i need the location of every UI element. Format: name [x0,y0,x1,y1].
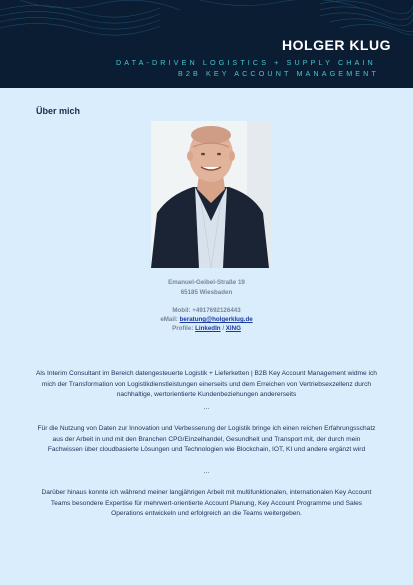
header-tagline-secondary: B2B KEY ACCOUNT MANAGEMENT [178,69,379,78]
contact-email-label: eMail: [160,316,178,323]
header-tagline-primary: DATA-DRIVEN LOGISTICS + SUPPLY CHAIN [116,58,376,67]
contact-mobile: Mobil: +4917692126443 [172,307,241,314]
about-title: Über mich [36,106,81,116]
profile-separator: / [222,325,225,332]
email-link[interactable]: beratung@holgerklug.de [179,316,253,323]
contact-profiles-label: Profile: [172,325,194,332]
intro-paragraph: Als Interim Consultant im Bereich datengesteuerte Logistik + Lieferketten | B2B Key Account Management widme ich mich der Transformation von Logistikdienstleistungen einerseits und dem Erreichen von Vertriebsexzellenz durch nachhaltige, wertorientierte Kundenbeziehungen andererseits [36,370,377,399]
contact-street: Emanuel-Geibel-Straße 19 [168,279,245,286]
paragraph-separator-1: ... [203,404,210,411]
header-name: HOLGER KLUG [282,37,391,53]
contact-profiles-line [0,324,413,334]
xing-link[interactable]: XING [225,325,241,332]
experience-paragraph: Für die Nutzung von Daten zur Innovation und Verbesserung der Logistik bringe ich einen reichen Erfahrungsschatz aus der Arbeit in und mit den Branchen CPG/Einzelhandel, Gesundheit und Transport mit, der durch mein Fachwissen über cloudbasierte Lösungen und Technologien wie Blockchain, IOT, KI und andere ergänzt wird [37,425,376,454]
header-banner [0,0,413,88]
linkedin-link[interactable]: LinkedIn [195,325,221,332]
contact-city: 65185 Wiesbaden [180,289,233,296]
profile-photo [151,121,271,268]
key-account-paragraph: Darüber hinaus konnte ich während meiner langjährigen Arbeit mit multifunktionalen, internationalen Key Account Teams besondere Expertise für mehrwert-orientierte Account Planung, Key Account Programme und Sales Operations entwickeln und erfolgreich an die Teams weitergeben. [41,489,372,518]
paragraph-separator-2: ... [203,468,210,475]
